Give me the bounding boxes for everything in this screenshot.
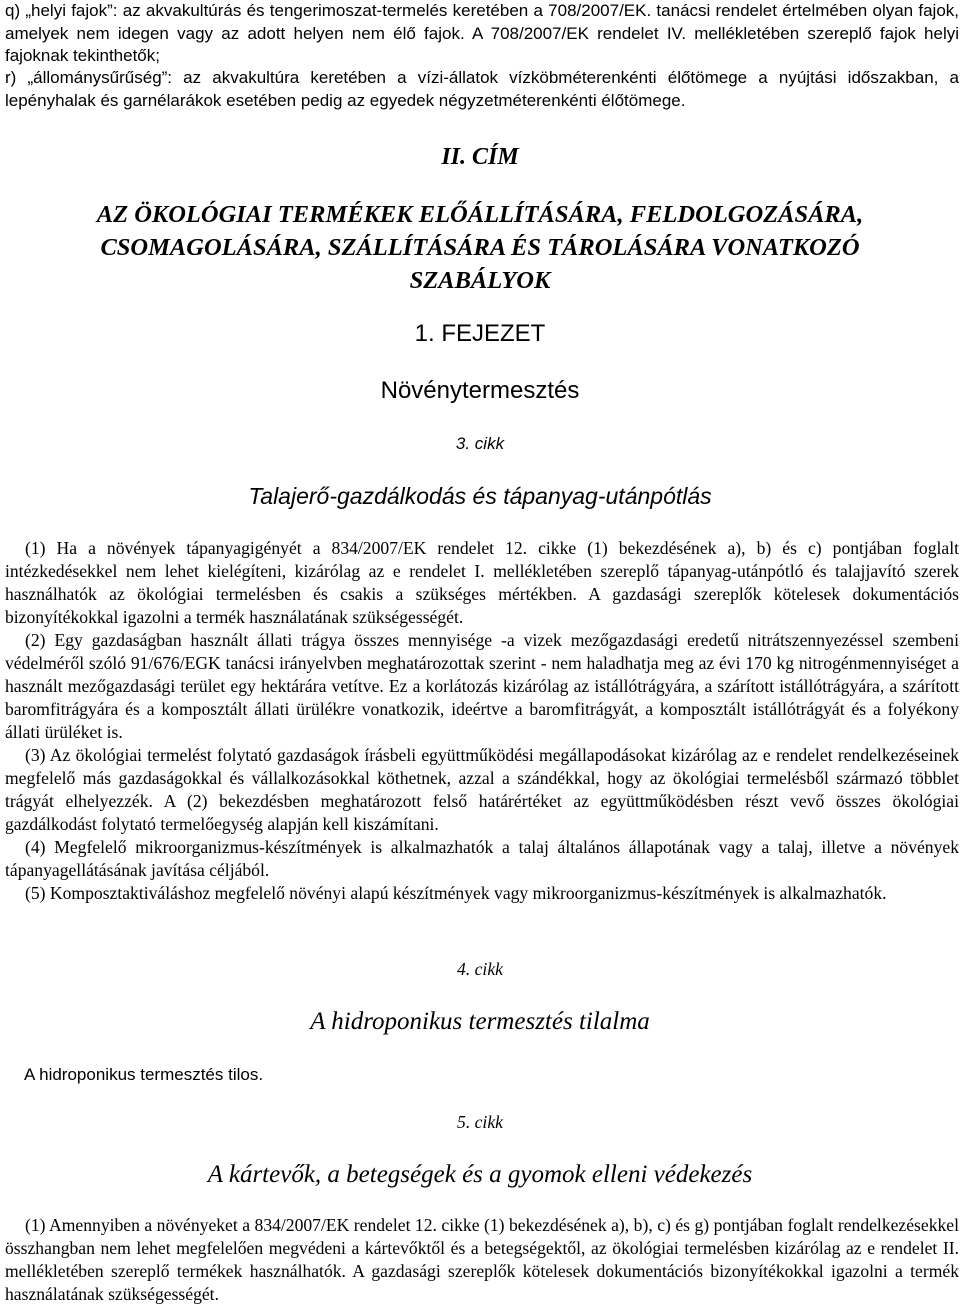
article-3-label: 3. cikk bbox=[455, 434, 505, 453]
definition-r: r) „állománysűrűség”: az akvakultúra keretében a vízi-állatok vízköbméterenkénti élőtömege a nyújtási időszakban, a lepényhalak és garnélarákok esetében pedig az egyedek négyzetméterenkénti élőtömege. bbox=[5, 68, 959, 110]
title-heading-line-2: CSOMAGOLÁSÁRA, SZÁLLÍTÁSÁRA ÉS TÁROLÁSÁRA VONATKOZÓ bbox=[100, 234, 860, 261]
title-heading-line-1: AZ ÖKOLÓGIAI TERMÉKEK ELŐÁLLÍTÁSÁRA, FELDOLGOZÁSÁRA, bbox=[96, 201, 864, 228]
article-3-title: Talajerő-gazdálkodás és tápanyag-utánpótlás bbox=[248, 483, 712, 509]
article-5-body bbox=[5, 1214, 959, 1306]
article-4-text: A hidroponikus termesztés tilos. bbox=[24, 1065, 264, 1084]
article-4-label: 4. cikk bbox=[457, 959, 503, 979]
article-4-title: A hidroponikus termesztés tilalma bbox=[310, 1008, 650, 1035]
article-5-paragraph-1: (1) Amennyiben a növényeket a 834/2007/EK rendelet 12. cikke (1) bekezdésének a), b), c) és g) pontjában foglalt rendelkezésekkel összhangban nem lehet megfelelően megvédeni a kártevőktől és a betegségektől, az ökológiai termelésben kizárólag az e rendelet II. mellékletében szereplő termékek használhatók. A gazdasági szereplők kötelesek dokumentációs bizonyítékokkal igazolni a termék használatának szükségességét. bbox=[5, 1215, 959, 1304]
article-5-label: 5. cikk bbox=[457, 1112, 503, 1132]
article-3-paragraph-1: (1) Ha a növények tápanyagigényét a 834/2007/EK rendelet 12. cikke (1) bekezdésének a), b) és c) pontjában foglalt intézkedésekkel nem lehet kielégíteni, kizárólag az e rendelet I. mellékletében szereplő tápanyag-utánpótló és talajjavító szerek használhatók az ökológiai termelésben és csakis a szükséges mértékben. A gazdasági szereplők kötelesek dokumentációs bizonyítékokkal igazolni a termék használatának szükségességét. bbox=[5, 538, 959, 627]
title-heading-line-3: SZABÁLYOK bbox=[409, 267, 551, 294]
chapter-label: 1. FEJEZET bbox=[414, 320, 546, 347]
chapter-title: Növénytermesztés bbox=[380, 377, 580, 404]
article-5-title: A kártevők, a betegségek és a gyomok elleni védekezés bbox=[207, 1161, 753, 1188]
article-3-paragraph-2: (2) Egy gazdaságban használt állati trágya összes mennyisége -a vizek mezőgazdasági eredetű nitrátszennyezéssel szembeni védelméről szóló 91/676/EGK tanácsi irányelvben meghatározottak szerint - nem haladhatja meg az évi 170 kg nitrogénmennyiséget a használt mezőgazdasági terület egy hektárára vetítve. Ez a korlátozás kizárólag az istállótrágyára, a szárított istállótrágyára, a szárított baromfitrágyára és a komposztált állati ürülékre vonatkozik, ideértve a baromfitrágyát, a komposztált istállótrágyát és a folyékony állati ürüléket is. bbox=[5, 630, 959, 742]
article-3-paragraph-3: (3) Az ökológiai termelést folytató gazdaságok írásbeli együttműködési megállapodásokat kizárólag az e rendelet rendelkezéseinek megfelelő más gazdaságokkal és vállalkozásokkal köthetnek, azzal a szándékkal, hogy az ökológiai termelésből származó többlet trágyát elhelyezzék. A (2) bekezdésben meghatározott felső határértéket az együttműködésben részt vevő összes ökológiai gazdálkodást folytató termelőegység alapján kell kiszámítani. bbox=[5, 745, 959, 834]
article-3-body bbox=[5, 537, 959, 905]
article-3-paragraph-4: (4) Megfelelő mikroorganizmus-készítmények is alkalmazhatók a talaj általános állapotának vagy a talaj, illetve a növények tápanyagellátásának javítása céljából. bbox=[5, 837, 959, 880]
article-3-paragraph-5: (5) Komposztaktiváláshoz megfelelő növényi alapú készítmények vagy mikroorganizmus-készítmények is alkalmazhatók. bbox=[25, 883, 887, 903]
title-label: II. CÍM bbox=[441, 144, 519, 170]
definition-q: q) „helyi fajok”: az akvakultúrás és tengerimoszat-termelés keretében a 708/2007/EK. tanácsi rendelet értelmében olyan fajok, amelyek nem idegen vagy az adott helyen nem élő fajok. A 708/2007/EK rendelet IV. mellékletében szereplő fajok helyi fajoknak tekinthetők; bbox=[5, 1, 959, 65]
